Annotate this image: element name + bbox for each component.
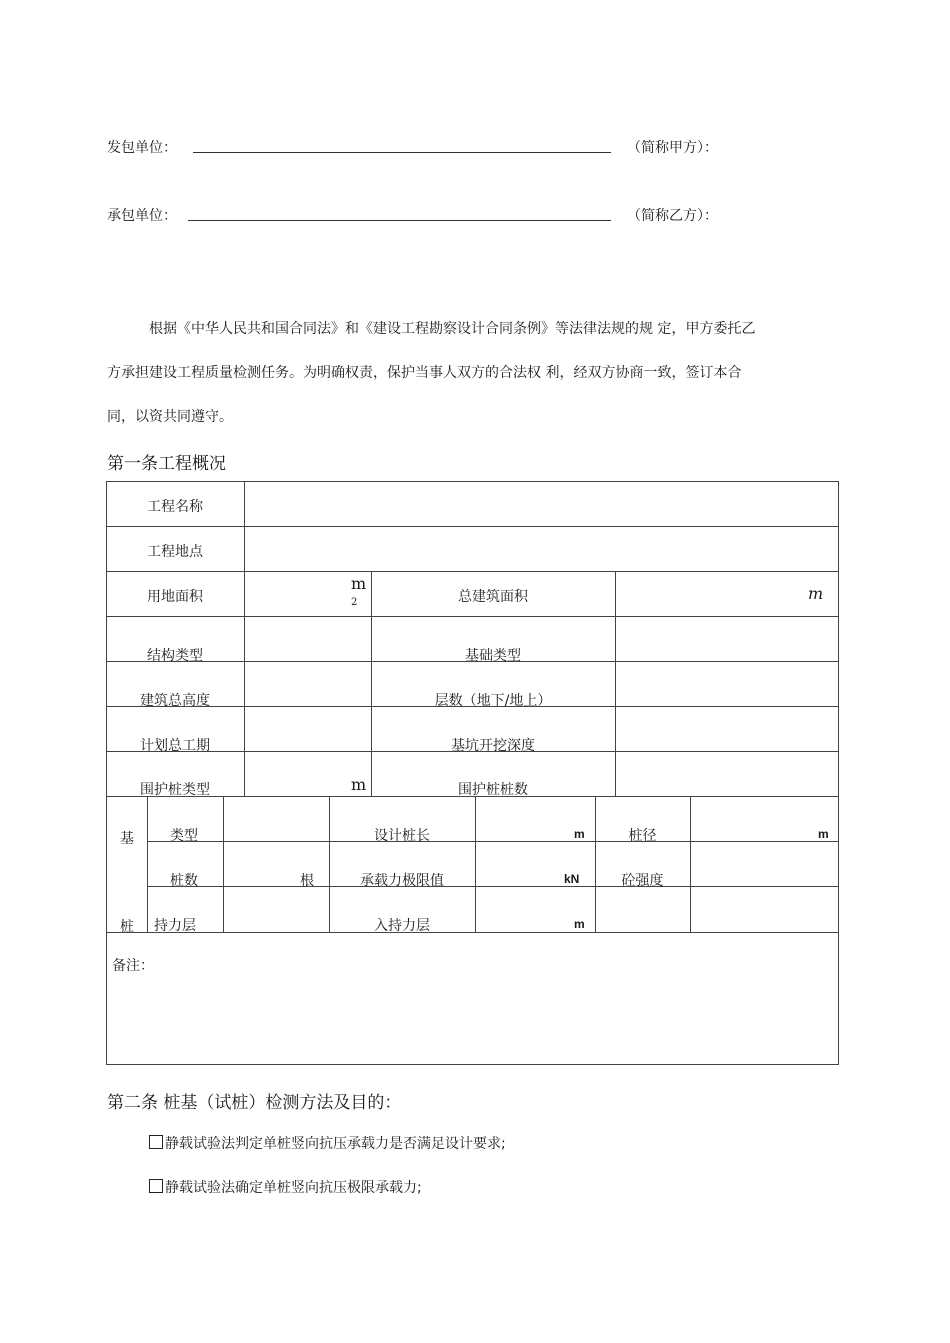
retaining-pile-count-label: 围护桩桩数 <box>458 782 528 798</box>
total-floor-area-unit: m <box>808 584 824 603</box>
pile-count-unit: 根 <box>300 873 314 889</box>
pit-depth-label: 基坑开挖深度 <box>451 738 535 754</box>
contractor-label: 承包单位： <box>107 208 177 224</box>
bearing-limit-label: 承载力极限值 <box>360 873 444 889</box>
pile-count-label: 桩数 <box>170 873 198 889</box>
section2-title: 第二条 桩基（试桩）检测方法及目的： <box>107 1093 402 1113</box>
building-height-label: 建筑总高度 <box>140 693 210 709</box>
method-option-2[interactable] <box>149 1177 422 1197</box>
method-option-1-label: 静载试验法判定单桩竖向抗压承载力是否满足设计要求; <box>165 1136 506 1152</box>
project-location-field[interactable] <box>245 527 838 571</box>
intro-line-1: 根据《中华人民共和国合同法》和《建设工程勘察设计合同条例》等法律法规的规 定，甲方委托乙 <box>149 321 756 337</box>
concrete-strength-label: 砼强度 <box>621 873 664 889</box>
method-option-1[interactable] <box>149 1133 506 1153</box>
intro-line-2: 方承担建设工程质量检测任务。为明确权责，保护当事人双方的合法权 利，经双方协商一致，签订本合 <box>107 365 742 381</box>
total-floor-area-field[interactable] <box>616 572 838 616</box>
land-area-unit-superscript: 2 <box>351 597 358 608</box>
structure-type-label: 结构类型 <box>147 648 203 664</box>
into-bearing-layer-label: 入持力层 <box>374 918 430 934</box>
total-floor-area-label: 总建筑面积 <box>458 589 528 605</box>
intro-line-3: 同，以资共同遵守。 <box>107 409 233 425</box>
land-area-label: 用地面积 <box>147 589 203 605</box>
project-name-field[interactable] <box>245 482 838 526</box>
contractor-name-line[interactable] <box>188 220 611 221</box>
pile-type-label: 类型 <box>170 828 198 844</box>
checkbox-icon[interactable] <box>149 1179 163 1193</box>
pile-diameter-unit: m <box>818 827 829 841</box>
contractor-suffix: （简称乙方）： <box>627 208 718 224</box>
design-length-unit: m <box>574 827 585 841</box>
method-option-2-label: 静载试验法确定单桩竖向抗压极限承载力; <box>165 1180 422 1196</box>
land-area-unit: m <box>351 574 367 593</box>
checkbox-icon[interactable] <box>149 1135 163 1149</box>
employer-suffix: （简称甲方）： <box>627 140 718 156</box>
employer-label: 发包单位： <box>107 140 177 156</box>
pile-side-label-bottom: 桩 <box>120 919 134 935</box>
remarks-label: 备注： <box>112 958 154 974</box>
retaining-pile-unit: m <box>351 775 367 794</box>
design-length-label: 设计桩长 <box>374 828 430 844</box>
foundation-type-label: 基础类型 <box>465 648 521 664</box>
retaining-pile-type-label: 围护桩类型 <box>140 782 210 798</box>
project-location-label: 工程地点 <box>147 544 203 560</box>
pile-diameter-label: 桩径 <box>628 828 657 844</box>
bearing-layer-label: 持力层 <box>154 918 196 934</box>
remarks-field[interactable] <box>107 975 838 1063</box>
project-name-label: 工程名称 <box>147 499 203 515</box>
into-bearing-layer-unit: m <box>574 917 585 931</box>
planned-duration-label: 计划总工期 <box>140 738 210 754</box>
floors-label: 层数（地下/地上） <box>434 693 552 709</box>
bearing-limit-unit: kN <box>564 872 580 886</box>
pile-side-label-top: 基 <box>120 831 134 847</box>
section1-title: 第一条工程概况 <box>107 454 226 474</box>
employer-name-line[interactable] <box>193 152 611 153</box>
